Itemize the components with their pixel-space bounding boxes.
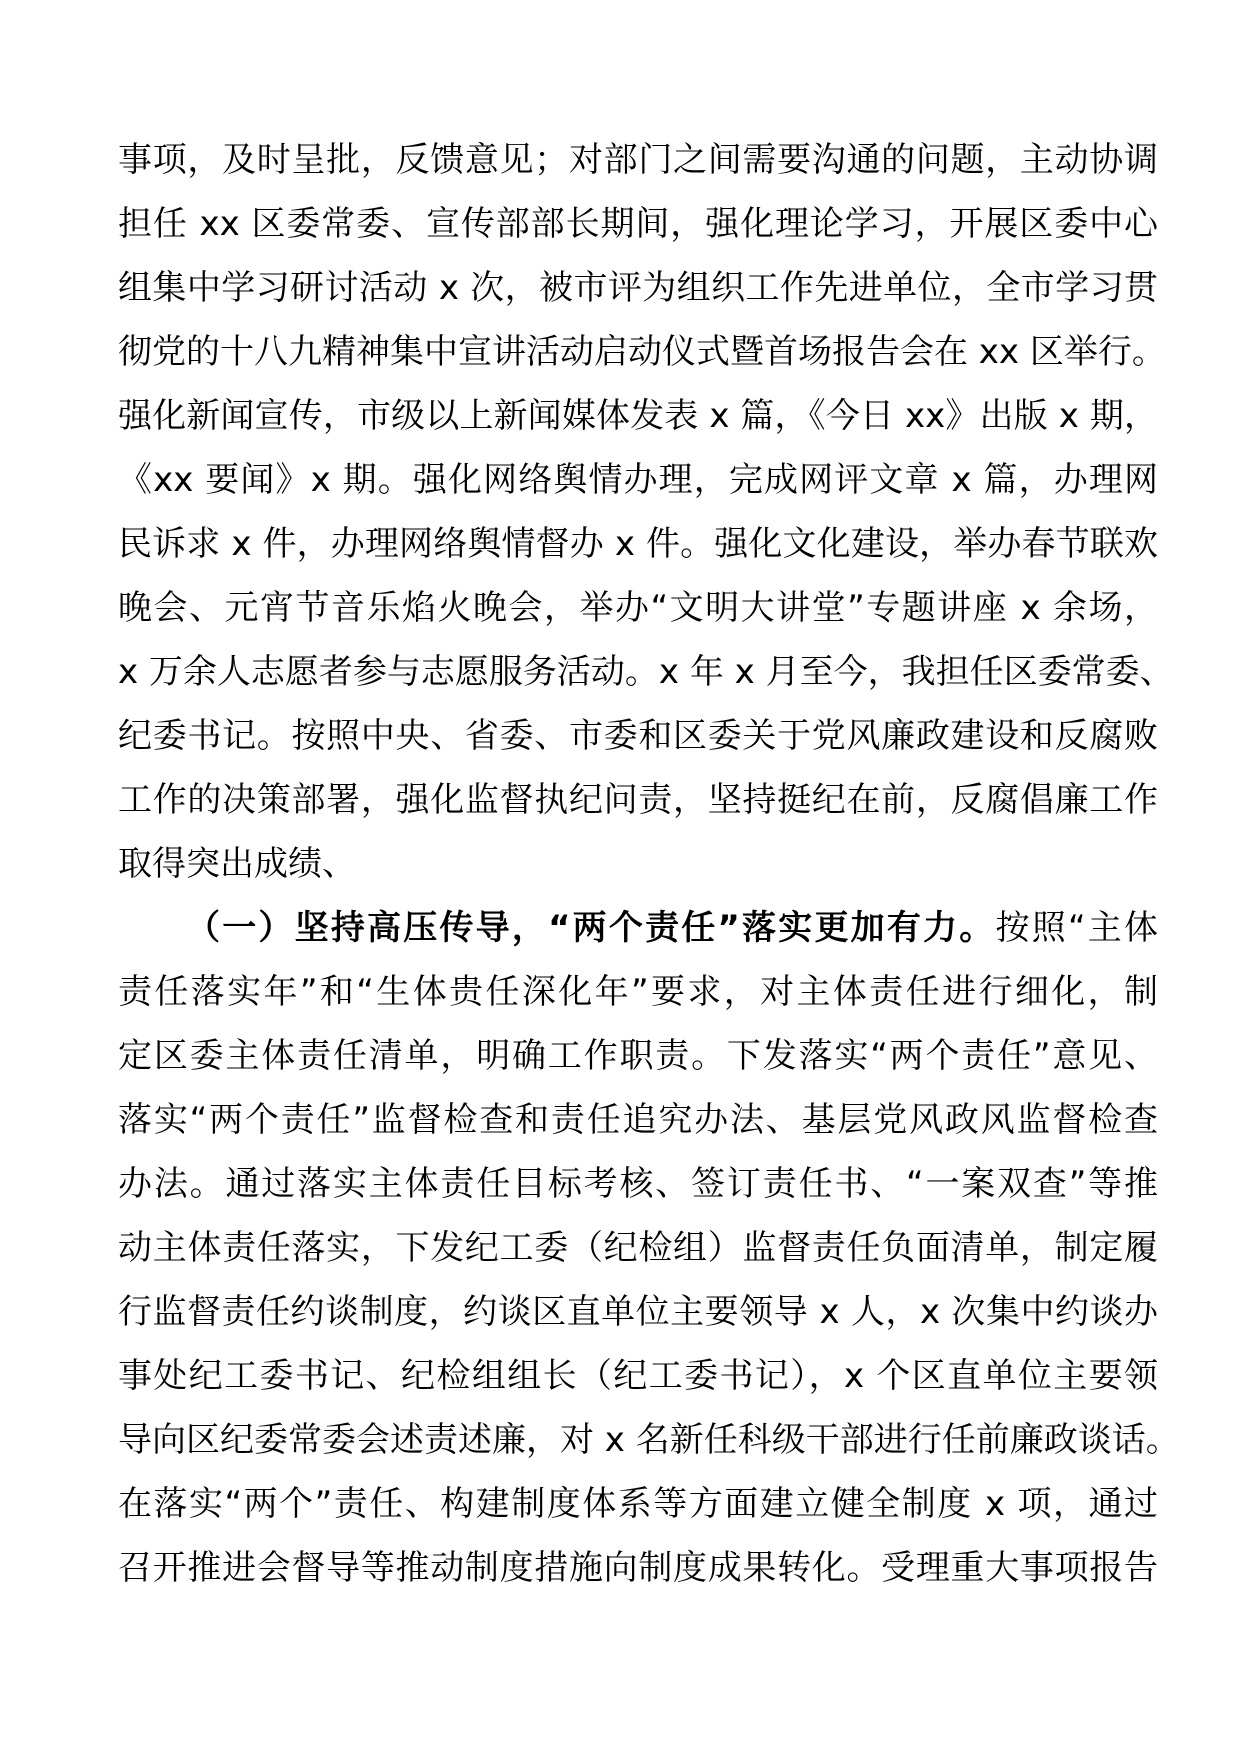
text-line: 责任落实年”和“生体贵任深化年”要求，对主体责任进行细化，制 (118, 972, 1158, 1012)
text-line: 事处纪工委书记、纪检组组长（纪工委书记），x 个区直单位主要领 (118, 1356, 1158, 1396)
text-line: 召开推进会督导等推动制度措施向制度成果转化。受理重大事项报告 (118, 1548, 1158, 1588)
text-line: 在落实“两个”责任、构建制度体系等方面建立健全制度 x 项，通过 (118, 1484, 1158, 1524)
text-line: 工作的决策部署，强化监督执纪问责，坚持挺纪在前，反腐倡廉工作 (118, 780, 1158, 820)
text-line: 导向区纪委常委会述责述廉，对 x 名新任科级干部进行任前廉政谈话。 (118, 1420, 1180, 1460)
text-line: 行监督责任约谈制度，约谈区直单位主要领导 x 人，x 次集中约谈办 (118, 1292, 1158, 1332)
text-line: 事项，及时呈批，反馈意见；对部门之间需要沟通的问题，主动协调 (118, 140, 1158, 180)
text-line: 《xx 要闻》x 期。强化网络舆情办理，完成网评文章 x 篇，办理网 (118, 460, 1158, 500)
section-text: 按照“主体 (995, 908, 1158, 948)
document-body (118, 128, 1180, 1600)
text-line: 动主体责任落实，下发纪工委（纪检组）监督责任负面清单，制定履 (118, 1228, 1158, 1268)
text-line: 晚会、元宵节音乐焰火晚会，举办“文明大讲堂”专题讲座 x 余场， (118, 588, 1158, 628)
text-line: x 万余人志愿者参与志愿服务活动。x 年 x 月至今，我担任区委常委、 (118, 652, 1174, 692)
text-line: 取得突出成绩、 (118, 844, 356, 884)
text-line: 定区委主体责任清单，明确工作职责。下发落实“两个责任”意见、 (118, 1036, 1158, 1076)
text-line: 民诉求 x 件，办理网络舆情督办 x 件。强化文化建设，举办春节联欢 (118, 524, 1158, 564)
text-line: 纪委书记。按照中央、省委、市委和区委关于党风廉政建设和反腐败 (118, 716, 1158, 756)
text-line: 强化新闻宣传，市级以上新闻媒体发表 x 篇，《今日 xx》出版 x 期， (118, 396, 1158, 436)
text-line: 彻党的十八九精神集中宣讲活动启动仪式暨首场报告会在 xx 区举行。 (118, 332, 1166, 372)
section-first-line (118, 896, 1158, 960)
section-heading: （一）坚持高压传导，“两个责任”落实更加有力。 (186, 908, 996, 948)
text-line: 落实“两个责任”监督检查和责任追究办法、基层党风政风监督检查 (118, 1100, 1158, 1140)
text-line: 担任 xx 区委常委、宣传部部长期间，强化理论学习，开展区委中心 (118, 204, 1158, 244)
text-line: 组集中学习研讨活动 x 次，被市评为组织工作先进单位，全市学习贯 (118, 268, 1158, 308)
text-line: 办法。通过落实主体责任目标考核、签订责任书、“一案双查”等推 (118, 1164, 1158, 1204)
